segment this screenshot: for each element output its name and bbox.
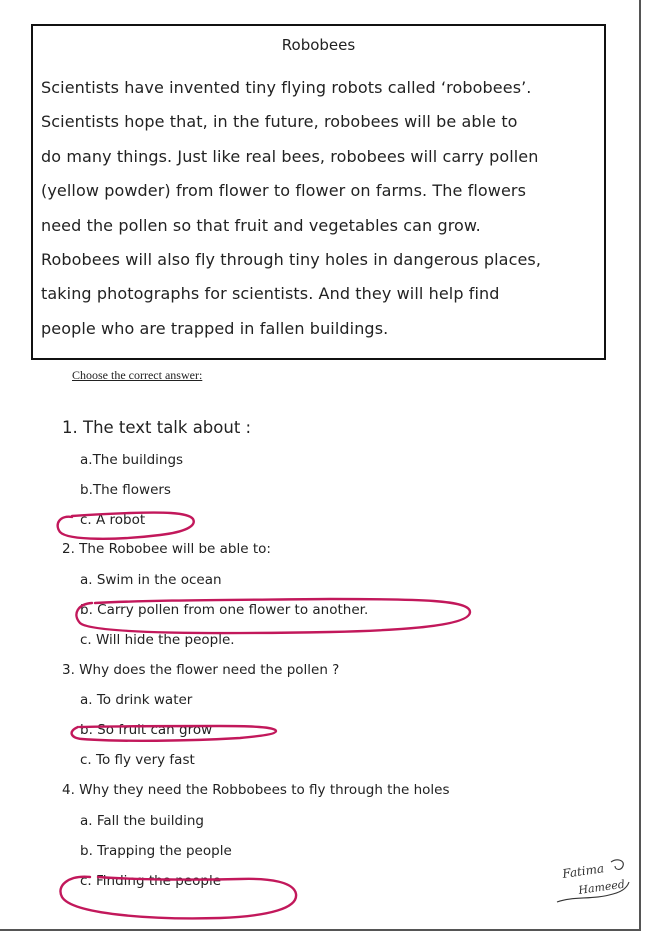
q3-option-b: b. So fruit can grow: [80, 722, 213, 738]
instruction-heading: Choose the correct answer:: [72, 368, 203, 382]
q1-option-a: a.The buildings: [80, 452, 184, 468]
passage-line: do many things. Just like real bees, robobees will carry pollen: [41, 146, 539, 166]
q4-option-c: c. Finding the people: [80, 873, 222, 889]
passage-line: Robobees will also fly through tiny holes in dangerous places,: [41, 250, 542, 270]
passage-line: (yellow powder) from flower to flower on farms. The flowers: [41, 181, 527, 201]
passage-title: Robobees: [281, 36, 356, 54]
q2-option-c: c. Will hide the people.: [80, 632, 235, 648]
q1-option-b: b.The flowers: [80, 482, 171, 498]
answer-circle-q3: [72, 726, 276, 741]
question-1: 1. The text talk about :: [62, 418, 252, 437]
signature-mark: [553, 856, 633, 908]
passage-line: people who are trapped in fallen buildings.: [41, 318, 389, 338]
question-4: 4. Why they need the Robbobees to fly through the holes: [62, 782, 450, 798]
passage-line: Scientists hope that, in the future, robobees will be able to: [41, 112, 518, 132]
signature-first: Fatima: [561, 861, 605, 881]
q3-option-c: c. To fly very fast: [80, 752, 195, 768]
answer-circle-q1: [58, 513, 194, 539]
q2-option-a: a. Swim in the ocean: [80, 572, 222, 588]
q4-option-a: a. Fall the building: [80, 813, 204, 829]
q3-option-a: a. To drink water: [80, 692, 193, 708]
passage-line: taking photographs for scientists. And they will help find: [41, 284, 500, 304]
question-2: 2. The Robobee will be able to:: [62, 541, 271, 557]
q2-option-b: b. Carry pollen from one flower to another.: [80, 602, 369, 618]
question-3: 3. Why does the flower need the pollen ?: [62, 662, 340, 678]
answer-circle-q4: [60, 877, 296, 919]
passage-line: Scientists have invented tiny flying robots called ‘robobees’.: [41, 78, 532, 97]
signature-last: Hameed: [577, 877, 626, 897]
q4-option-b: b. Trapping the people: [80, 843, 232, 859]
answer-circle-q2: [76, 599, 470, 633]
q1-option-c: c. A robot: [80, 512, 146, 528]
passage-line: need the pollen so that fruit and vegetables can grow.: [41, 215, 481, 235]
